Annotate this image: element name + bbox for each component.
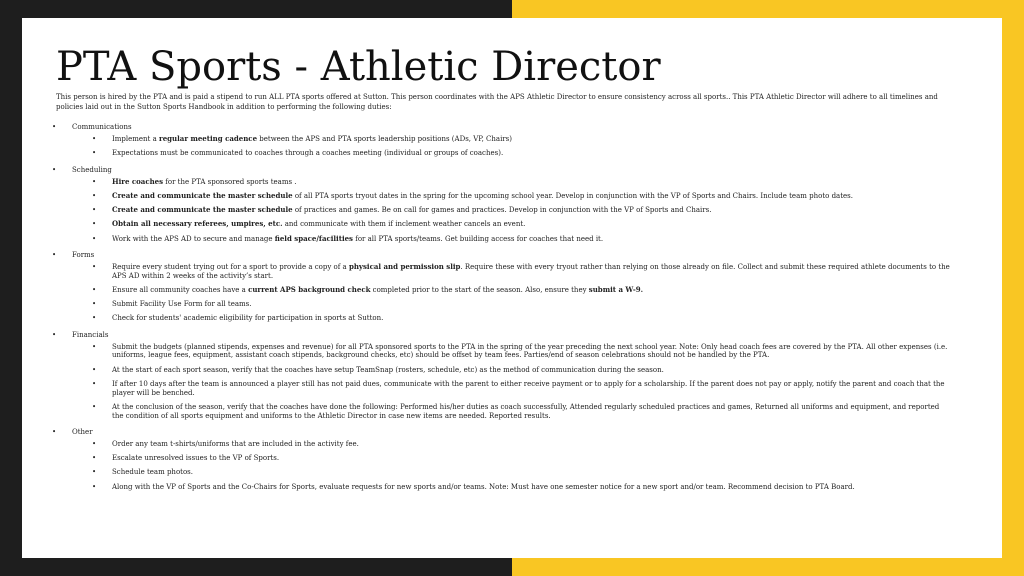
item-text: Require every student trying out for a sport to provide a copy of a: [112, 262, 349, 271]
item-text: Submit the budgets (planned stipends, expenses and revenue) for all PTA sponsored sports to the PTA in the spring of the year preceding the next school year. Note: Only head coach fees are covered by the PTA. All other expenses (i.e. uniforms, league fees, equipment, assistant coach stipends, background checks, etc) should be offset by team fees. Parties/end of season celebrations should not be handled by the PTA.: [112, 342, 948, 360]
list-item: [50, 286, 950, 295]
list-item: [50, 380, 950, 397]
section-heading: [50, 122, 950, 132]
bullet-icon: •: [52, 165, 57, 174]
section-scheduling: [50, 165, 950, 244]
item-text: Along with the VP of Sports and the Co-Chairs for Sports, evaluate requests for new sports and/or teams. Note: Must have one semester notice for a new sport and/or team. Recommend decision to PTA Board.: [112, 482, 855, 491]
item-text-tail: . Require these with every tryout rather than relying on those already on file. Collect and submit these required athlete documents to the APS AD within 2 weeks of the activity’s start.: [112, 262, 950, 280]
section-heading: [50, 250, 950, 260]
list-item: [50, 263, 950, 280]
item-text: Submit Facility Use Form for all teams.: [112, 300, 252, 309]
bullet-icon: •: [92, 342, 97, 351]
bullet-icon: •: [92, 220, 97, 229]
list-item: [50, 149, 950, 158]
item-emphasis: physical and permission slip: [348, 261, 461, 271]
bullet-icon: •: [92, 149, 97, 158]
bullet-icon: •: [92, 285, 97, 294]
item-emphasis: Obtain all necessary referees, umpires, etc.: [112, 219, 283, 229]
bullet-icon: •: [92, 482, 97, 491]
item-text-tail: for all PTA sports/teams. Get building access for coaches that need it.: [353, 234, 604, 243]
list-item: [50, 235, 950, 244]
item-emphasis: Hire coaches: [112, 176, 164, 186]
frame-side-left: [0, 0, 22, 576]
item-text-tail: for the PTA sponsored sports teams .: [163, 177, 297, 186]
section-heading-text: Forms: [72, 250, 95, 259]
section-heading-text: Financials: [72, 330, 109, 339]
item-emphasis: Create and communicate the master schedule: [112, 205, 293, 215]
item-text: Order any team t-shirts/uniforms that are included in the activity fee.: [112, 439, 359, 448]
bullet-icon: •: [92, 454, 97, 463]
section-heading: [50, 165, 950, 175]
section-other: [50, 427, 950, 492]
list-item: [50, 454, 950, 463]
section-communications: [50, 122, 950, 158]
bullet-icon: •: [92, 468, 97, 477]
section-heading: [50, 330, 950, 340]
item-text-tail: of all PTA sports tryout dates in the spring for the upcoming school year. Develop in conjunction with the VP of Sports and Chairs. Include team photo dates.: [292, 191, 853, 200]
item-text: If after 10 days after the team is announced a player still has not paid dues, communicate with the parent to either receive payment or to apply for a scholarship. If the parent does not pay or apply, notify the parent and coach that the player will be benched.: [112, 379, 945, 397]
bullet-icon: •: [92, 439, 97, 448]
item-emphasis-2: submit a W-9.: [588, 284, 644, 294]
section-heading-text: Scheduling: [72, 165, 112, 174]
list-item: [50, 314, 950, 323]
item-text: Check for students' academic eligibility for participation in sports at Sutton.: [112, 314, 384, 323]
list-item: [50, 135, 950, 144]
item-text: Implement a: [112, 135, 159, 143]
item-emphasis: current APS background check: [248, 284, 371, 294]
bullet-icon: •: [92, 314, 97, 323]
item-emphasis: field space/facilities: [274, 233, 354, 243]
bullet-icon: •: [92, 206, 97, 215]
frame-band-top-right: [512, 0, 1024, 18]
duties-list: [50, 122, 950, 498]
item-emphasis: Create and communicate the master schedule: [112, 190, 293, 200]
list-item: [50, 440, 950, 449]
list-item: [50, 220, 950, 229]
item-emphasis: regular meeting cadence: [159, 134, 258, 143]
bullet-icon: •: [92, 379, 97, 388]
section-forms: [50, 250, 950, 323]
item-text-tail: completed prior to the start of the season. Also, ensure they: [370, 285, 589, 294]
item-text: At the conclusion of the season, verify that the coaches have done the following: Performed his/her duties as coach successfully, Attended regularly scheduled practices and games, Returned all uniforms and equipment, and reported the condition of all sports equipment and uniforms to the Athletic Director in case new items are needed. Reported results.: [112, 402, 940, 420]
list-item: [50, 206, 950, 215]
item-text-tail: and communicate with them if inclement weather cancels an event.: [282, 220, 526, 229]
bullet-icon: •: [92, 365, 97, 374]
item-text-tail: between the APS and PTA sports leadership positions (ADs, VP, Chairs): [257, 135, 512, 143]
list-item: [50, 343, 950, 360]
bullet-icon: •: [52, 123, 57, 131]
item-text-tail: of practices and games. Be on call for games and practices. Develop in conjunction with the VP of Sports and Chairs.: [292, 206, 712, 215]
bullet-icon: •: [92, 191, 97, 200]
item-text: Ensure all community coaches have a: [112, 285, 249, 294]
frame-band-top-left: [0, 0, 512, 18]
item-text: Schedule team photos.: [112, 468, 194, 477]
item-text: Work with the APS AD to secure and manage: [112, 234, 275, 243]
item-text: Escalate unresolved issues to the VP of Sports.: [112, 454, 280, 463]
list-item: [50, 468, 950, 477]
item-text: At the start of each sport season, verify that the coaches have setup TeamSnap (rosters, schedule, etc) as the method of communication during the season.: [112, 365, 664, 374]
frame-band-bottom-right: [512, 558, 1024, 576]
bullet-icon: •: [92, 300, 97, 309]
bullet-icon: •: [52, 330, 57, 339]
bullet-icon: •: [92, 177, 97, 186]
bullet-icon: •: [52, 250, 57, 259]
list-item: [50, 178, 950, 187]
bullet-icon: •: [92, 135, 97, 143]
bullet-icon: •: [92, 234, 97, 243]
item-text: Expectations must be communicated to coaches through a coaches meeting (individual or groups of coaches).: [112, 149, 504, 158]
bullet-icon: •: [92, 402, 97, 411]
section-heading-text: Other: [72, 427, 93, 436]
list-item: [50, 483, 950, 492]
section-heading-text: Communications: [72, 123, 132, 131]
bullet-icon: •: [52, 427, 57, 436]
section-heading: [50, 427, 950, 437]
list-item: [50, 192, 950, 201]
intro-paragraph: This person is hired by the PTA and is paid a stipend to run ALL PTA sports offered at Sutton. This person coordinates with the APS Athletic Director to ensure consistency across all sports.. This PTA Athletic Director will adhere to all timelines and policies laid out in the Sutton Sports Handbook in addition to performing the following duties:: [56, 93, 938, 111]
bullet-icon: •: [92, 262, 97, 271]
list-item: [50, 300, 950, 309]
frame-side-right: [1002, 0, 1024, 576]
list-item: [50, 403, 950, 420]
frame-band-bottom-left: [0, 558, 512, 576]
section-financials: [50, 330, 950, 421]
page-title: PTA Sports - Athletic Director: [56, 44, 661, 90]
list-item: [50, 366, 950, 375]
